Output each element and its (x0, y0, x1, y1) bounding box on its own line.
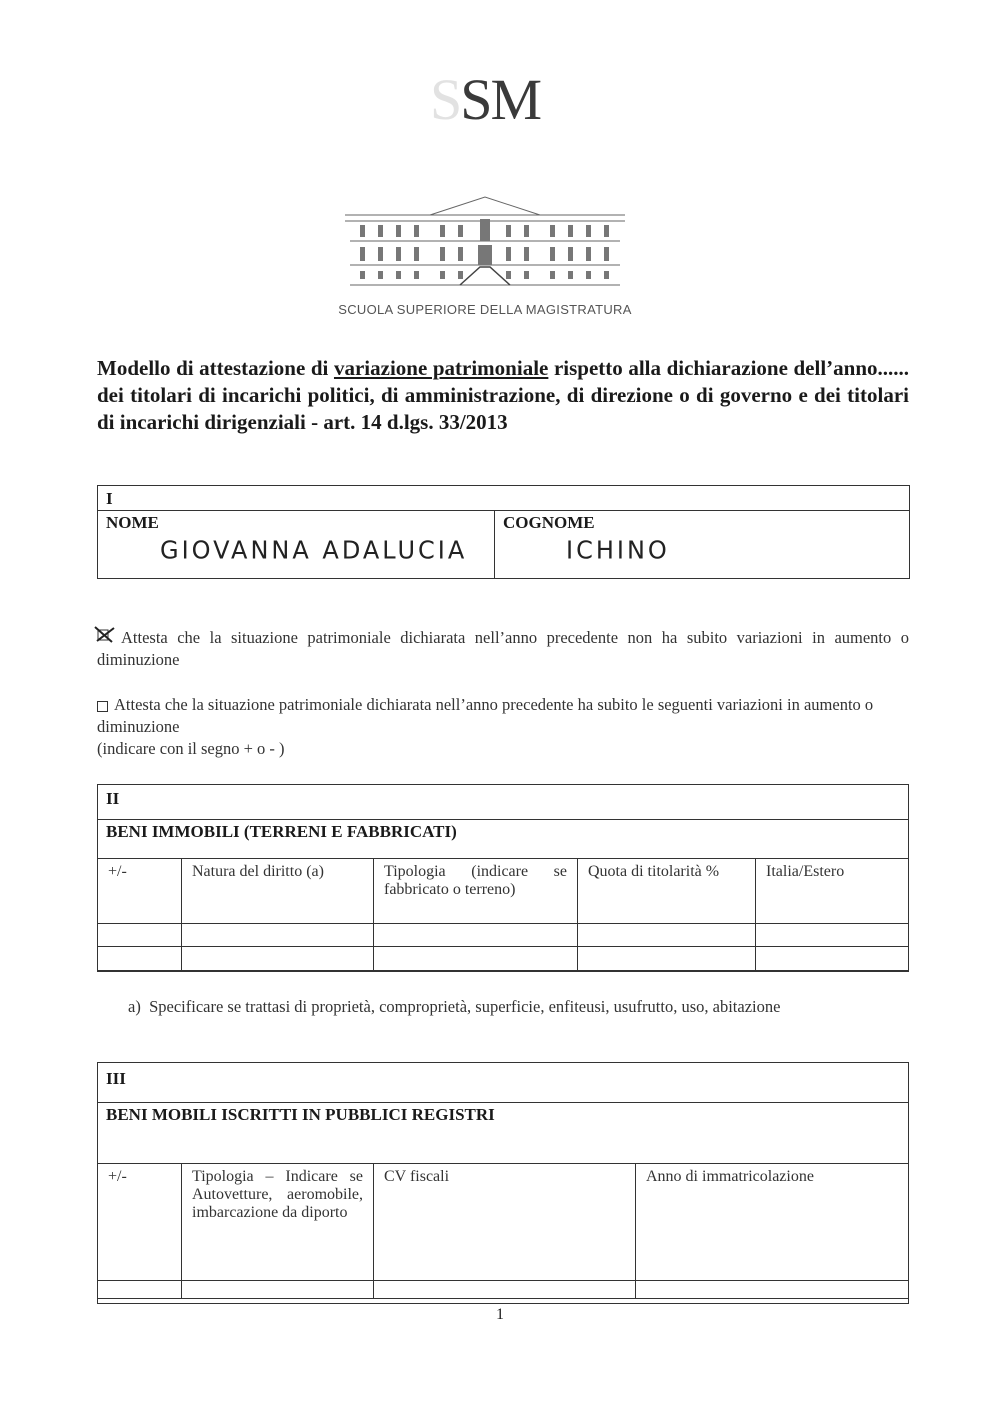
nome-handwritten: GIOVANNA ADALUCIA (160, 535, 468, 565)
nome-label: NOME (106, 513, 159, 532)
col-italia-estero: Italia/Estero (756, 859, 909, 924)
table-row (98, 947, 909, 971)
footnote-a: a) Specificare se trattasi di proprietà, comproprietà, superficie, enfiteusi, usufrutto, uso, abitazione (128, 997, 781, 1016)
col-sign: +/- (98, 859, 182, 924)
section-3-number: III (106, 1069, 126, 1088)
option-sign-instruction: (indicare con il segno + o - ) (97, 739, 285, 758)
section-2-number: II (106, 789, 120, 808)
col-tipologia: Tipologia (indicare se fabbricato o terreno) (374, 859, 578, 924)
document-title: Modello di attestazione di variazione patrimoniale rispetto alla dichiarazione dell’anno...... dei titolari di incarichi politici, di amministrazione, di direzione o di governo e dei titolari di incarichi dirigenziali - art. 14 d.lgs. 33/2013 (97, 356, 909, 434)
table-row (98, 924, 909, 947)
building-illustration (340, 195, 630, 290)
table-header-row (98, 859, 909, 924)
section-2-heading: BENI IMMOBILI (TERRENI E FABBRICATI) (106, 822, 457, 841)
logo-letters: SSM (429, 67, 541, 132)
mobili-table (97, 1163, 909, 1299)
option-no-variation: Attesta che la situazione patrimoniale dichiarata nell’anno precedente non ha subito variazioni in aumento o diminuzione (97, 628, 909, 669)
table-row (98, 1281, 909, 1299)
ssm-logo (330, 67, 640, 317)
section-3-box (97, 1062, 909, 1304)
col-anno-immatricolazione: Anno di immatricolazione (636, 1164, 909, 1281)
immobili-table (97, 858, 909, 971)
cognome-handwritten: ICHINO (566, 535, 670, 565)
option-with-variation: Attesta che la situazione patrimoniale dichiarata nell’anno precedente ha subito le seguenti variazioni in aumento o diminuzione (indicare con il segno + o - ) (97, 695, 874, 758)
col-tipologia-mobili: Tipologia – Indicare se Autovetture, aeromobile, imbarcazione da diporto (182, 1164, 374, 1281)
logo-caption: SCUOLA SUPERIORE DELLA MAGISTRATURA (338, 302, 632, 317)
col-natura: Natura del diritto (a) (182, 859, 374, 924)
table-header-row (98, 1164, 909, 1281)
page-number: 1 (496, 1306, 504, 1323)
col-sign: +/- (98, 1164, 182, 1281)
checkbox-variation-icon[interactable] (97, 701, 108, 712)
section-3-heading: BENI MOBILI ISCRITTI IN PUBBLICI REGISTRI (106, 1105, 495, 1124)
col-cv-fiscali: CV fiscali (374, 1164, 636, 1281)
section-1-number: I (106, 489, 113, 508)
section-2-box (97, 784, 909, 972)
col-quota: Quota di titolarità % (578, 859, 756, 924)
cognome-label: COGNOME (503, 513, 595, 532)
section-1-box (97, 485, 910, 579)
